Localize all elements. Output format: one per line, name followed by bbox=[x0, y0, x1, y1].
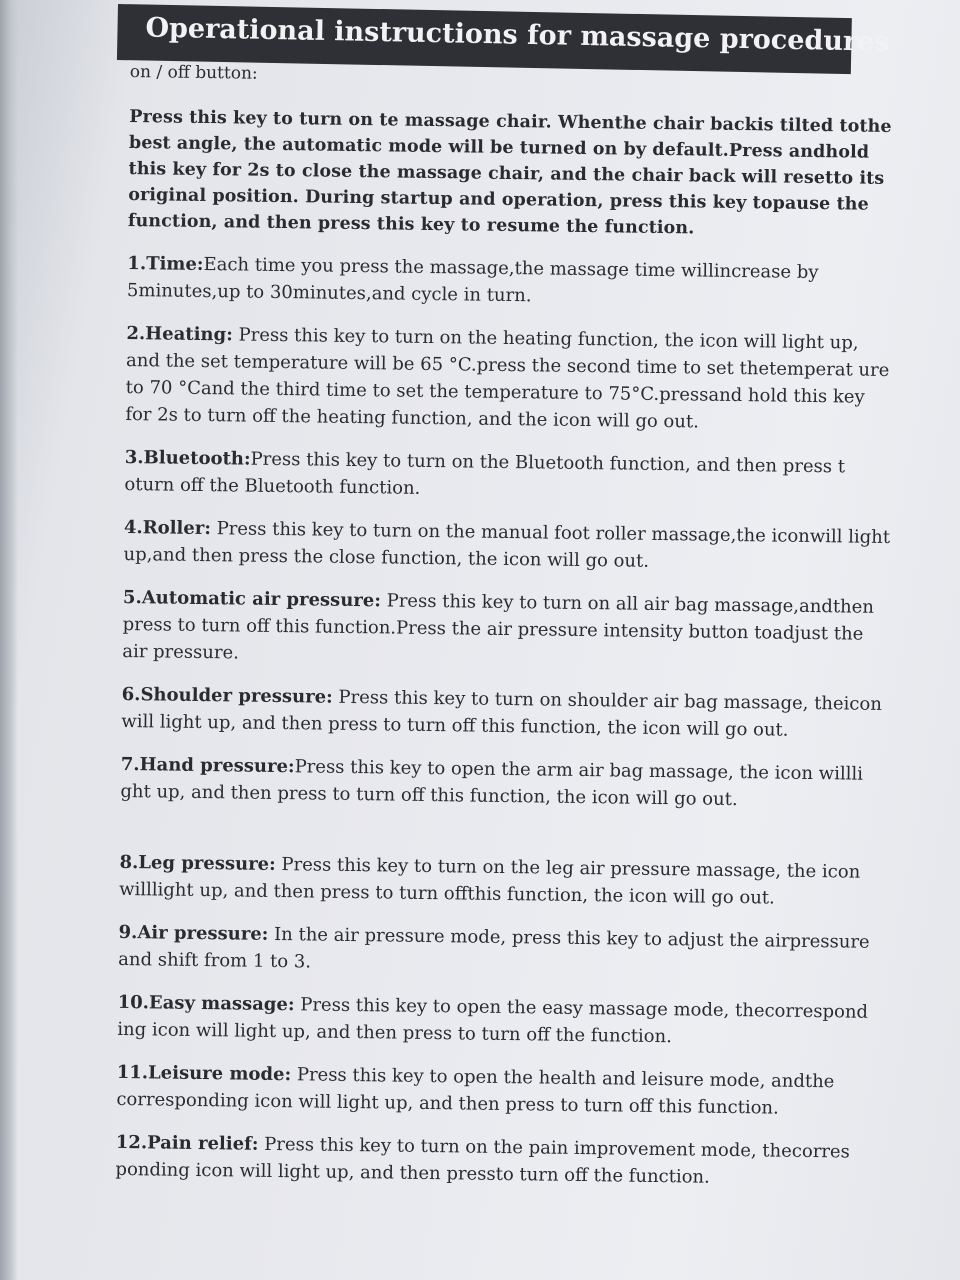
section-subhead: on / off button: bbox=[129, 62, 258, 84]
instruction-text: Each time you press the massage,the massage time willincrease by 5minutes,up to 30minutes,and cycle in turn. bbox=[126, 253, 819, 307]
intro-paragraph: Press this key to turn on te massage chair. Whenthe chair backis tilted tothe best angle, the automatic mode will be turned on by default.Press andhold this key for 2s to close the massage chair, and the chair back will resetto its original position. During startup and operation, press this key topause the function, and then press this key to resume the function. bbox=[127, 106, 892, 239]
instruction-text: Press this key to turn on shoulder air bag massage, theicon will light up, and then press to turn off this function, the icon will go out. bbox=[121, 686, 883, 741]
instruction-term: 2.Heating: bbox=[126, 322, 233, 346]
instruction-term: 12.Pain relief: bbox=[115, 1131, 259, 1155]
instruction-term: 4.Roller: bbox=[123, 516, 212, 540]
instruction-text: In the air pressure mode, press this key to adjust the airpressure and shift from 1 to 3. bbox=[118, 923, 870, 973]
instruction-item bbox=[127, 250, 898, 314]
instruction-text: Press this key to turn on all air bag massage,andthen press to turn off this function.Press the air pressure intensity button toadjust the air pressure. bbox=[122, 590, 875, 664]
instruction-term: 8.Leg pressure: bbox=[119, 851, 276, 875]
instruction-item bbox=[125, 320, 896, 438]
instructions-body bbox=[115, 62, 900, 1209]
page-title: Operational instructions for massage procedures bbox=[145, 12, 890, 58]
instruction-text: Press this key to turn on the manual foot roller massage,the iconwill light up,and then press the close function, the icon will go out. bbox=[123, 518, 891, 572]
instruction-term: 11.Leisure mode: bbox=[116, 1061, 292, 1086]
instruction-term: 3.Bluetooth: bbox=[124, 446, 251, 470]
instruction-item bbox=[122, 584, 893, 675]
instruction-text: Press this key to turn on the leg air pressure massage, the icon willlight up, and then press to turn offthis function, the icon will go out. bbox=[119, 853, 861, 909]
instruction-item bbox=[121, 681, 892, 745]
instruction-item bbox=[124, 444, 895, 508]
instruction-term: 5.Automatic air pressure: bbox=[122, 586, 382, 612]
instruction-item bbox=[115, 1129, 886, 1193]
instruction-item bbox=[123, 514, 894, 578]
instruction-term: 10.Easy massage: bbox=[117, 991, 295, 1016]
instruction-text: Press this key to open the arm air bag massage, the icon willli ght up, and then press to turn off this function, the icon will go out. bbox=[120, 756, 864, 811]
instruction-item bbox=[118, 919, 889, 983]
instruction-item bbox=[117, 989, 888, 1053]
instruction-term: 1.Time: bbox=[127, 252, 204, 275]
instruction-text: Press this key to open the health and leisure mode, andthe corresponding icon will light up, and then press to turn off this function. bbox=[116, 1064, 835, 1119]
instruction-item bbox=[116, 1059, 887, 1123]
instruction-item bbox=[120, 751, 891, 815]
instruction-term: 7.Hand pressure: bbox=[120, 753, 295, 778]
instruction-item bbox=[119, 849, 890, 913]
instruction-term: 9.Air pressure: bbox=[118, 921, 269, 945]
instruction-text: Press this key to turn on the pain improvement mode, thecorres ponding icon will light up, and then pressto turn off the function. bbox=[115, 1133, 851, 1188]
instruction-text: Press this key to turn on the Bluetooth function, and then press t oturn off the Bluetooth function. bbox=[124, 448, 846, 499]
instruction-text: Press this key to open the easy massage mode, thecorrespond ing icon will light up, and then press to turn off the function. bbox=[117, 994, 869, 1048]
page-spine-shadow bbox=[0, 0, 18, 1280]
instruction-text: Press this key to turn on the heating function, the icon will light up, and the set temperature will be 65 °C.press the second time to set thetemperat ure to 70 °Cand the third time to set the temperature to 75°C.pressand hold this key for 2s to turn off the heating function, and the icon will go out. bbox=[125, 324, 890, 433]
instruction-term: 6.Shoulder pressure: bbox=[121, 683, 333, 708]
